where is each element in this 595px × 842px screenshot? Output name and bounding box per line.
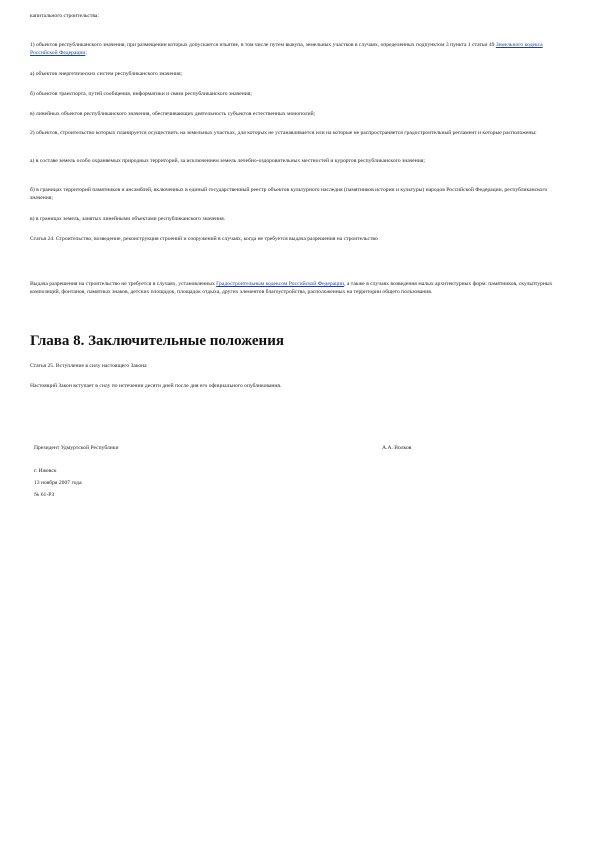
paragraph-capital-construction (30, 12, 568, 20)
signing-date: 13 ноября 2007 года (34, 480, 82, 486)
paragraph-text: , а также в случаях возведения малых архитектурных форм: памятников, скульптурных композиций, фонтанов, памятных знаков, детских площадок, площадок отдыха, других элементов благоустройства, расположенных на территории общего пользования. (30, 281, 553, 296)
land-code-link[interactable]: Земельного кодекса Российской Федерации (30, 42, 543, 57)
paragraph-text: Статья 25. Вступление в силу настоящего Закона (30, 363, 147, 369)
paragraph-text: : (85, 50, 87, 57)
paragraph-transport (30, 90, 568, 98)
paragraph-republican-objects (30, 41, 568, 57)
paragraph-text: Статья 24. Строительство, возведение, реконструкция строений и сооружений в случаях, когда не требуется выдача разрешения на строительство (30, 236, 378, 242)
law-number: № 61-РЗ (34, 492, 55, 498)
paragraph-text: в) линейных объектов республиканского значения, обеспечивающих деятельность субъектов естественных монополий; (30, 111, 316, 117)
paragraph-energy-systems (30, 70, 568, 78)
paragraph-text: а) в составе земель особо охраняемых природных территорий, за исключением земель лечебно-оздоровительных местностей и курортов республиканского значения; (30, 158, 425, 164)
signing-city: г. Ижевск (34, 468, 57, 474)
paragraph-text: Настоящий Закон вступает в силу по истечении десяти дней после дня его официального опубликования. (30, 383, 282, 389)
article-25-title (30, 362, 568, 370)
paragraph-text: б) в границах территорий памятников и ансамблей, включенных в единый государственный реестр объектов культурного наследия (памятников истории и культуры) народов Российской Федерации, республиканского значения; (30, 187, 548, 202)
paragraph-text: 1) объектов республиканского значения, при размещении которых допускается изъятие, в том числе путем выкупа, земельных участков в случаях, определенных подпунктом 3 пункта 1 статьи 49 (30, 42, 496, 48)
paragraph-permit-not-required (30, 280, 568, 296)
paragraph-land-plots (30, 129, 568, 137)
paragraph-entry-into-force (30, 382, 568, 390)
paragraph-text: б) объектов транспорта, путей сообщения, информатики и связи республиканского значения; (30, 91, 252, 97)
paragraph-text: в) в границах земель, занятых линейными объектами республиканского значения. (30, 216, 226, 222)
article-24-title (30, 235, 568, 243)
chapter-heading: Глава 8. Заключительные положения (30, 333, 284, 349)
paragraph-text: капитального строительства: (30, 13, 99, 19)
paragraph-protected-territories (30, 157, 568, 165)
signatory-name: А.А. Волков (382, 445, 412, 451)
paragraph-text: Выдача разрешения на строительство не требуется в случаях, установленных (30, 281, 217, 287)
paragraph-monuments (30, 186, 568, 202)
paragraph-text: а) объектов энергетических систем республиканского значения; (30, 71, 183, 77)
president-title: Президент Удмуртской Республики (34, 445, 119, 451)
paragraph-text: 2) объектов, строительство которых планируется осуществить на земельных участках, для которых не устанавливается или на которые не распространяется градостроительный регламент и которые расположены: (30, 130, 537, 136)
paragraph-linear-objects (30, 110, 568, 118)
paragraph-linear-lands (30, 215, 568, 223)
urban-planning-code-link[interactable]: Градостроительным кодексом Российской Федерации (216, 281, 345, 287)
